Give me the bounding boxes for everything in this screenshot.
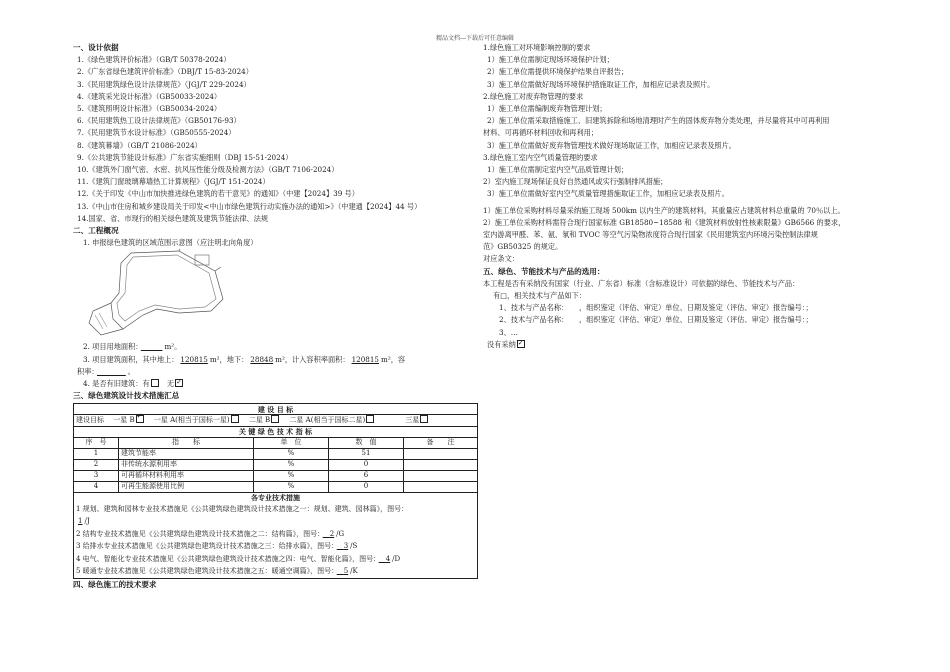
above-ground-area: 120815 [180,354,208,364]
list-item: 12.《关于印发《中山市加快推进绿色建筑的若干意见》的通知》（中建【2024】39 号） [77,189,359,199]
tech-adoption-question: 本工程是否有采纳没有国家（行业、广东省）标准（含标准设计）可依据的绿色、节能技术与产品： [483,278,800,288]
land-area-line [73,341,478,353]
row-note [404,449,478,460]
old-building-yes-label: 4. 是否有旧建筑：有 [83,379,150,389]
list-item: 11.《建筑门窗玻璃幕墙热工计算规程》（JGJ/T 151-2024） [77,177,270,187]
green-measures-table [73,403,478,578]
tech-adoption-yes: 有□，相关技术与产品如下： [493,291,587,301]
site-plan-drawing [83,249,343,341]
row-note [404,471,478,482]
row-unit: % [254,482,329,493]
land-area-unit: m²。 [164,342,182,352]
row-indicator: 可再生能源使用比例 [119,482,254,493]
row-no: 3 [74,471,119,482]
target-label: 建设目标 [76,416,104,425]
tech-adoption-no-line [483,339,891,351]
indicator-header-row [74,438,478,449]
row-value: 51 [329,449,404,460]
table-row [74,449,478,460]
measure-text: 4 电气、智能化专业技术措施见《公共建筑绿色建筑设计技术措施之四：电气、智能化篇》，图号： [76,554,377,563]
col-header: 序 号 [74,438,119,449]
list-item: 4.《建筑采光设计标准》（GB50033-2024） [77,91,222,101]
list-item: 3）施工单位需做好废弃物管理技术做好现场取证工作，加相应记录表及照片。 [487,140,736,150]
list-item: 2）施工单位需提供环境保护结果自评报告； [487,67,629,77]
indicator-heading: 关 键 绿 色 技 术 指 标 [74,427,478,438]
measure-text: 3 给排水专业技术措施见《公共建筑绿色建筑设计技术措施之三：给排水篇》，图号： [76,542,335,551]
drawing-no: 5 [343,567,349,576]
list-item: 2）施工单位需采取措施施工、旧建筑拆除和场地清理时产生的固体废弃物分类处理，并尽量将其中可再利用 [487,116,830,126]
drawing-suffix: /G [336,529,345,538]
col-header: 指 标 [119,438,254,449]
far-unit: m²，容 [381,354,406,364]
list-item: 10.《建筑外门窗气密、水密、抗风压性能分级及检测方法》（GB/T 7106-2024） [77,165,339,175]
site-plan-sketch [83,249,343,341]
old-building-line [73,378,478,390]
drawing-no: 2 [329,529,335,538]
measure-4 [76,553,475,565]
old-building-yes-checkbox[interactable] [151,379,159,387]
measures-heading: 各专业技术措施 [74,493,478,504]
row-value: 6 [329,471,404,482]
star3-checkbox[interactable] [420,415,428,423]
measure-text: 5 暖通专业技术措施见《公共建筑绿色建筑设计技术措施之五：暖通空调篇》，图号： [76,567,335,576]
measure-5 [76,565,475,577]
below-ground-label: m²，地下： [209,354,249,364]
measures-block [74,503,478,578]
list-item: 3.《民用建筑绿色设计法律规范》（JGJ/T 229-2024） [77,79,251,89]
list-item: 9.《公共建筑节能设计标准》广东省实施细则（DBJ 15-51-2024） [77,152,293,162]
table-row [74,482,478,493]
star1b-label: 一星 B [113,416,135,425]
measure-text: 1 规划、建筑和园林专业技术措施见《公共建筑绿色建筑设计技术措施之一：规划、建筑、园林篇》，图号： [76,505,409,514]
star1a-checkbox[interactable] [231,415,239,423]
tech-item: 2、技术与产品名称： ，组织鉴定（评估、审定）单位、日期及鉴定（评估、审定）报告编号：； [499,315,813,325]
land-area-label: 2. 项目用地面积： [83,342,139,352]
section-1-title: 一、设计依据 [73,43,119,52]
section-2-title: 二、工程概况 [73,226,119,236]
row-no: 4 [74,482,119,493]
measure-3 [76,540,475,552]
list-item: 2）室内施工现场保证良好自然通风或实行强制排风措施； [483,177,668,187]
tech-adoption-no-label: 没有采纳 [487,339,516,349]
row-note [404,482,478,493]
row-value: 0 [329,482,404,493]
right-column [483,42,891,351]
design-basis-list [73,54,478,225]
section-4-title: 四、绿色施工的技术要求 [73,579,157,589]
corresponding-clause: 对应条文： [483,254,519,264]
col-header: 单 位 [254,438,329,449]
list-item: 2.《广东省绿色建筑评价标准》（DBJ/T 15-83-2024） [77,67,253,77]
site-plan-caption: 1. 申报绿色建筑的区域范围示意图（应注明北向角度） [83,238,258,248]
drawing-suffix: /D [392,554,401,563]
drawing-no: 4 [385,554,391,563]
star1a-label: 一星 A(相当于国标一星) [153,416,230,425]
measure-2 [76,528,475,540]
list-item: 8.《建筑幕墙》（GB/T 21086-2024） [77,140,202,150]
col-header: 数 值 [329,438,404,449]
star2a-checkbox[interactable] [366,415,374,423]
col-header: 备 注 [404,438,478,449]
list-item: 3）施工单位需做好室内空气质量管理措施取证工作，加相应记录表及照片。 [487,189,729,199]
plot-ratio-label: 积率： [77,366,95,376]
list-item: 7.《民用建筑节水设计标准》（GB50555-2024） [77,128,236,138]
below-ground-area: 28848 [250,354,274,364]
old-building-no-label: 无 [166,379,175,389]
drawing-no: 3 [343,542,349,551]
plot-ratio-line: 积率： 。 [77,366,135,376]
row-indicator: 非传统水源利用率 [119,460,254,471]
drawing-suffix: /K [350,567,358,576]
list-item: 1）施工单位需编制废弃物管理计划； [487,104,607,114]
row-no: 1 [74,449,119,460]
air-quality-heading: 3.绿色施工室内空气质量管理的要求 [483,152,598,162]
star3-label: 三星 [405,416,420,425]
drawing-suffix: /S [350,542,358,551]
material-requirement-2-end: 范》GB50325 的规定。 [483,242,563,252]
far-area-label: m²，计入容积率面积： [275,354,350,364]
target-heading: 建 设 目 标 [74,404,478,415]
building-area-label: 3. 项目建筑面积，其中地上： [83,354,179,364]
material-requirement-2-cont: 室内游离甲醛、苯、氨、氡和 TVOC 等空气污染物浓度符合现行国家《民用建筑室内环境污染控制法律规 [483,230,818,240]
list-item-cont: 材料、可再循环材料回收和再利用； [483,128,599,138]
list-item: 3）施工单位需做好现场环境保护措施取证工作，加相应记录表及照片。 [487,79,715,89]
section-3-title: 三、绿色建筑设计技术措施汇总 [73,391,180,401]
list-item: 6.《民用建筑热工设计法律规范》（GB50176-93） [77,116,241,126]
material-requirement-2: 2）施工单位采购材料需符合现行国家标准 GB18580~18588 和《建筑材料放射性核素限量》GB6566 的要求， [483,217,846,227]
tech-item: 1、技术与产品名称： ，组织鉴定（评估、审定）单位、日期及鉴定（评估、审定）报告编号：； [499,303,813,313]
row-note [404,460,478,471]
env-control-heading: 1.绿色施工对环境影响控制的要求 [483,43,591,52]
left-column [73,42,478,591]
row-no: 2 [74,460,119,471]
star2b-label: 二星 B [248,416,271,425]
star1b-checkbox[interactable] [136,415,144,423]
material-requirement-1: 1）施工单位采购材料尽量采纳施工现场 500km 以内生产的建筑材料，其重量应占建筑材料总重量的 70％以上。 [483,205,845,215]
row-unit: % [254,471,329,482]
drawing-no: 1 [78,517,83,526]
measure-text: 2 结构专业技术措施见《公共建筑绿色建筑设计技术措施之二：结构篇》，图号： [76,529,321,538]
drawing-suffix: /J [84,517,90,526]
row-indicator: 建筑节能率 [119,449,254,460]
far-area: 120815 [351,354,379,364]
waste-heading: 2.绿色施工对废弃物管理的要求 [483,91,584,101]
building-area-line [73,354,478,366]
tech-item: 3、… [499,327,518,337]
list-item: 14.国家、省、市现行的相关绿色建筑及建筑节能法律、法规 [77,213,269,223]
measure-1 [76,503,475,528]
table-row [74,471,478,482]
section-5-title: 五、绿色、节能技术与产品的选用： [483,266,605,276]
row-unit: % [254,460,329,471]
list-item: 5.《建筑照明设计标准》（GB50034-2024） [77,104,222,114]
old-building-no-checkbox[interactable] [175,379,183,387]
table-row [74,460,478,471]
row-value: 0 [329,460,404,471]
tech-adoption-no-checkbox[interactable] [517,340,525,348]
row-unit: % [254,449,329,460]
star2a-label: 二星 A(相当于国标二星) [289,416,366,425]
row-indicator: 可再循环材料利用率 [119,471,254,482]
list-item: 1）施工单位需制定现场环境保护计划； [487,55,614,65]
list-item: 1）施工单位需制定室内空气品质管理计划； [487,165,629,175]
target-row [74,415,478,427]
star2b-checkbox[interactable] [271,415,279,423]
list-item: 13.《中山市住房和城乡建设局关于印发<中山市绿色建筑行动实施办法的通知>》（中建通【2024】44 号） [77,201,422,211]
list-item: 1.《绿色建筑评价标准》（GB/T 50378-2024） [77,55,231,65]
page-header: 精品文档---下载后可任意编辑 [435,35,515,42]
